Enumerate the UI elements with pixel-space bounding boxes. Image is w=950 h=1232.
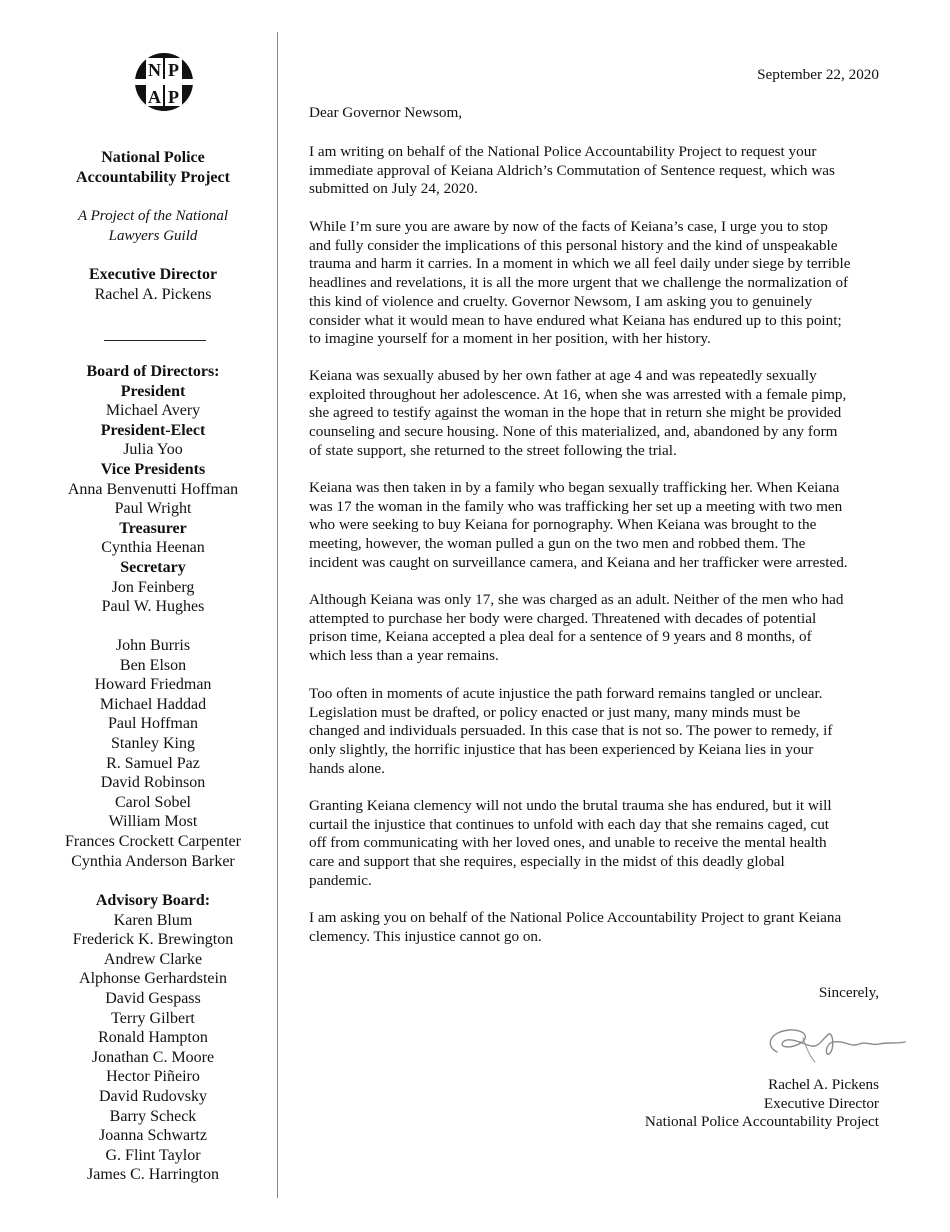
paragraph — [309, 685, 881, 779]
board-member-name: Ben Elson — [119, 656, 187, 674]
treasurer-name: Cynthia Heenan — [101, 539, 205, 557]
paragraph — [309, 143, 881, 199]
advisory-member-name: Joanna Schwartz — [99, 1127, 207, 1145]
board-member-name: Cynthia Anderson Barker — [71, 852, 235, 870]
board-member-name: R. Samuel Paz — [106, 754, 200, 772]
board-member-name: William Most — [108, 813, 198, 831]
text-line: Keiana was sexually abused by her own father at age 4 and was repeatedly sexually — [309, 367, 817, 384]
logo-letter: N — [148, 60, 161, 80]
text-line: who were seeking to buy Keiana for pornography. When Keiana was brought to the — [309, 516, 817, 534]
org-name-line: Accountability Project — [76, 169, 230, 186]
paragraph — [309, 479, 881, 573]
vice-presidents-heading: Vice Presidents — [100, 460, 206, 478]
advisory-member-name: Hector Piñeiro — [106, 1068, 200, 1086]
board-heading: Board of Directors: — [86, 363, 220, 380]
text-line: Keiana was then taken in by a family who began sexually trafficking her. When Keiana — [309, 479, 840, 496]
signer-title: Executive Director — [763, 1094, 879, 1112]
text-line: hands alone. — [309, 759, 385, 777]
text-line: to imagine yourself for a moment in her position, with her history. — [309, 330, 711, 348]
advisory-member-name: Ronald Hampton — [98, 1029, 208, 1047]
board-member-name: Carol Sobel — [115, 793, 191, 811]
logo-letter: P — [168, 87, 179, 107]
advisory-member-name: G. Flint Taylor — [105, 1146, 201, 1164]
board-of-directors — [40, 362, 266, 617]
signer-name: Rachel A. Pickens — [768, 1076, 879, 1093]
letter-date: September 22, 2020 — [757, 66, 879, 83]
advisory-member-name: Barry Scheck — [109, 1107, 197, 1125]
text-line: this kind of violence and cruelty. Governor Newsom, I am asking you to genuinely — [309, 292, 813, 310]
advisory-member-name: Jonathan C. Moore — [91, 1048, 215, 1066]
advisory-member-name: Alphonse Gerhardstein — [79, 970, 227, 988]
secretary-heading: Secretary — [120, 558, 186, 576]
text-line: and fully consider the implications of this personal history and the kind of unspeakable — [309, 236, 838, 254]
closing: Sincerely, — [818, 984, 879, 1001]
paragraph — [309, 797, 881, 891]
board-member-name: David Robinson — [100, 774, 206, 792]
advisory-member-name: Karen Blum — [113, 911, 193, 929]
text-line: curtail the injustice that continues to unfold with each day that she remains caged, cut — [309, 815, 830, 833]
paragraph — [309, 909, 881, 946]
npap-logo — [124, 50, 204, 114]
text-line: which less than a year remains. — [309, 647, 499, 665]
signer-organization: National Police Accountability Project — [644, 1113, 879, 1131]
handwritten-signature — [759, 1020, 909, 1064]
board-member-name: Paul Hoffman — [108, 715, 198, 733]
text-line: Too often in moments of acute injustice the path forward remains tangled or unclear. — [309, 685, 823, 702]
text-line: Granting Keiana clemency will not undo the brutal trauma she has endured, but it will — [309, 797, 832, 814]
advisory-member-name: Frederick K. Brewington — [72, 931, 234, 949]
text-line: immediate approval of Keiana Aldrich’s Commutation of Sentence request, which was — [309, 161, 835, 179]
text-line: only slightly, the horrific injustice that has been experienced by Keiana lies in your — [309, 741, 814, 759]
text-line: prison time, Keiana accepted a plea deal for a sentence of 9 years and 8 months, of — [309, 628, 812, 646]
vertical-divider — [277, 32, 278, 1198]
advisory-board — [40, 891, 266, 1185]
advisory-member-name: David Rudovsky — [99, 1087, 207, 1105]
organization-name — [40, 148, 266, 188]
text-line: clemency. This injustice cannot go on. — [309, 927, 542, 945]
board-member-name: Howard Friedman — [94, 676, 212, 694]
logo-letter: P — [168, 60, 179, 80]
text-line: Legislation must be drafted, or policy enacted or just many, many minds must be — [309, 703, 801, 721]
tagline-line: Lawyers Guild — [108, 228, 198, 244]
president-elect-name: Julia Yoo — [123, 441, 183, 459]
text-line: meeting, however, the woman pulled a gun on the two men and robbed them. The — [309, 535, 806, 553]
board-member-name: Frances Crockett Carpenter — [65, 832, 241, 850]
advisory-member-name: David Gespass — [105, 989, 201, 1007]
org-name-line: National Police — [101, 149, 205, 166]
president-name: Michael Avery — [105, 402, 201, 420]
paragraph — [309, 367, 881, 461]
organization-tagline — [40, 206, 266, 246]
text-line: was 17 the woman in the family who was trafficking her set up a meeting with two men — [309, 497, 843, 515]
advisory-member-name: James C. Harrington — [87, 1166, 219, 1184]
signature-block — [645, 1076, 879, 1132]
text-line: of state support, she returned to the street following the trial. — [309, 441, 677, 459]
vice-president-name: Paul Wright — [114, 500, 192, 518]
text-line: trauma and harm it carries. In a moment in which we all feel daily under siege by terrible — [309, 255, 851, 273]
text-line: care and support that she requires, especially in the midst of this deadly global — [309, 853, 785, 871]
text-line: she agreed to testify against the woman in the hope that in return she might be provided — [309, 404, 842, 422]
board-member-name: John Burris — [115, 637, 191, 654]
text-line: changed and individuals persuaded. In this case that is not so. The power to remedy, if — [309, 722, 833, 740]
advisory-member-name: Terry Gilbert — [111, 1009, 195, 1027]
president-heading: President — [120, 382, 186, 400]
text-line: I am writing on behalf of the National Police Accountability Project to request your — [309, 143, 817, 160]
vice-president-name: Anna Benvenutti Hoffman — [67, 480, 239, 498]
executive-director-heading: Executive Director — [88, 266, 218, 283]
text-line: counseling and secure housing. None of this materialized, and, abandoned by any form — [309, 423, 838, 441]
text-line: pandemic. — [309, 871, 372, 889]
text-line: Although Keiana was only 17, she was charged as an adult. Neither of the men who had — [309, 591, 844, 608]
text-line: I am asking you on behalf of the National Police Accountability Project to grant Keiana — [309, 909, 842, 926]
text-line: headlines and revelations, it is all the more urgent that we challenge the normalization of — [309, 274, 849, 292]
board-member-name: Michael Haddad — [99, 695, 207, 713]
executive-director-name: Rachel A. Pickens — [94, 286, 212, 303]
president-elect-heading: President-Elect — [100, 421, 206, 439]
text-line: attempted to purchase her body were charged. Threatened with decades of potential — [309, 609, 817, 627]
advisory-heading: Advisory Board: — [95, 892, 211, 909]
tagline-line: A Project of the National — [78, 208, 228, 224]
advisory-member-name: Andrew Clarke — [103, 950, 203, 968]
salutation: Dear Governor Newsom, — [309, 104, 463, 121]
secretary-name: Paul W. Hughes — [101, 598, 205, 616]
secretary-name: Jon Feinberg — [111, 578, 195, 596]
treasurer-heading: Treasurer — [119, 519, 187, 537]
logo-letter: A — [148, 87, 161, 107]
text-line: off from communicating with her loved ones, and unable to receive the mental health — [309, 834, 827, 852]
text-line: While I’m sure you are aware by now of the facts of Keiana’s case, I urge you to stop — [309, 218, 828, 235]
text-line: exploited throughout her adolescence. At 16, when she was arrested with a female pimp, — [309, 385, 847, 403]
paragraph — [309, 591, 881, 666]
board-members — [40, 636, 266, 871]
text-line: consider what it would mean to have endured what Keiana has endured up to this point; — [309, 311, 842, 329]
sidebar-rule — [104, 340, 206, 341]
board-member-name: Stanley King — [111, 734, 195, 752]
text-line: incident was caught on surveillance camera, and Keiana and her trafficker were arrested. — [309, 553, 848, 571]
text-line: submitted on July 24, 2020. — [309, 180, 478, 198]
paragraph — [309, 218, 881, 349]
